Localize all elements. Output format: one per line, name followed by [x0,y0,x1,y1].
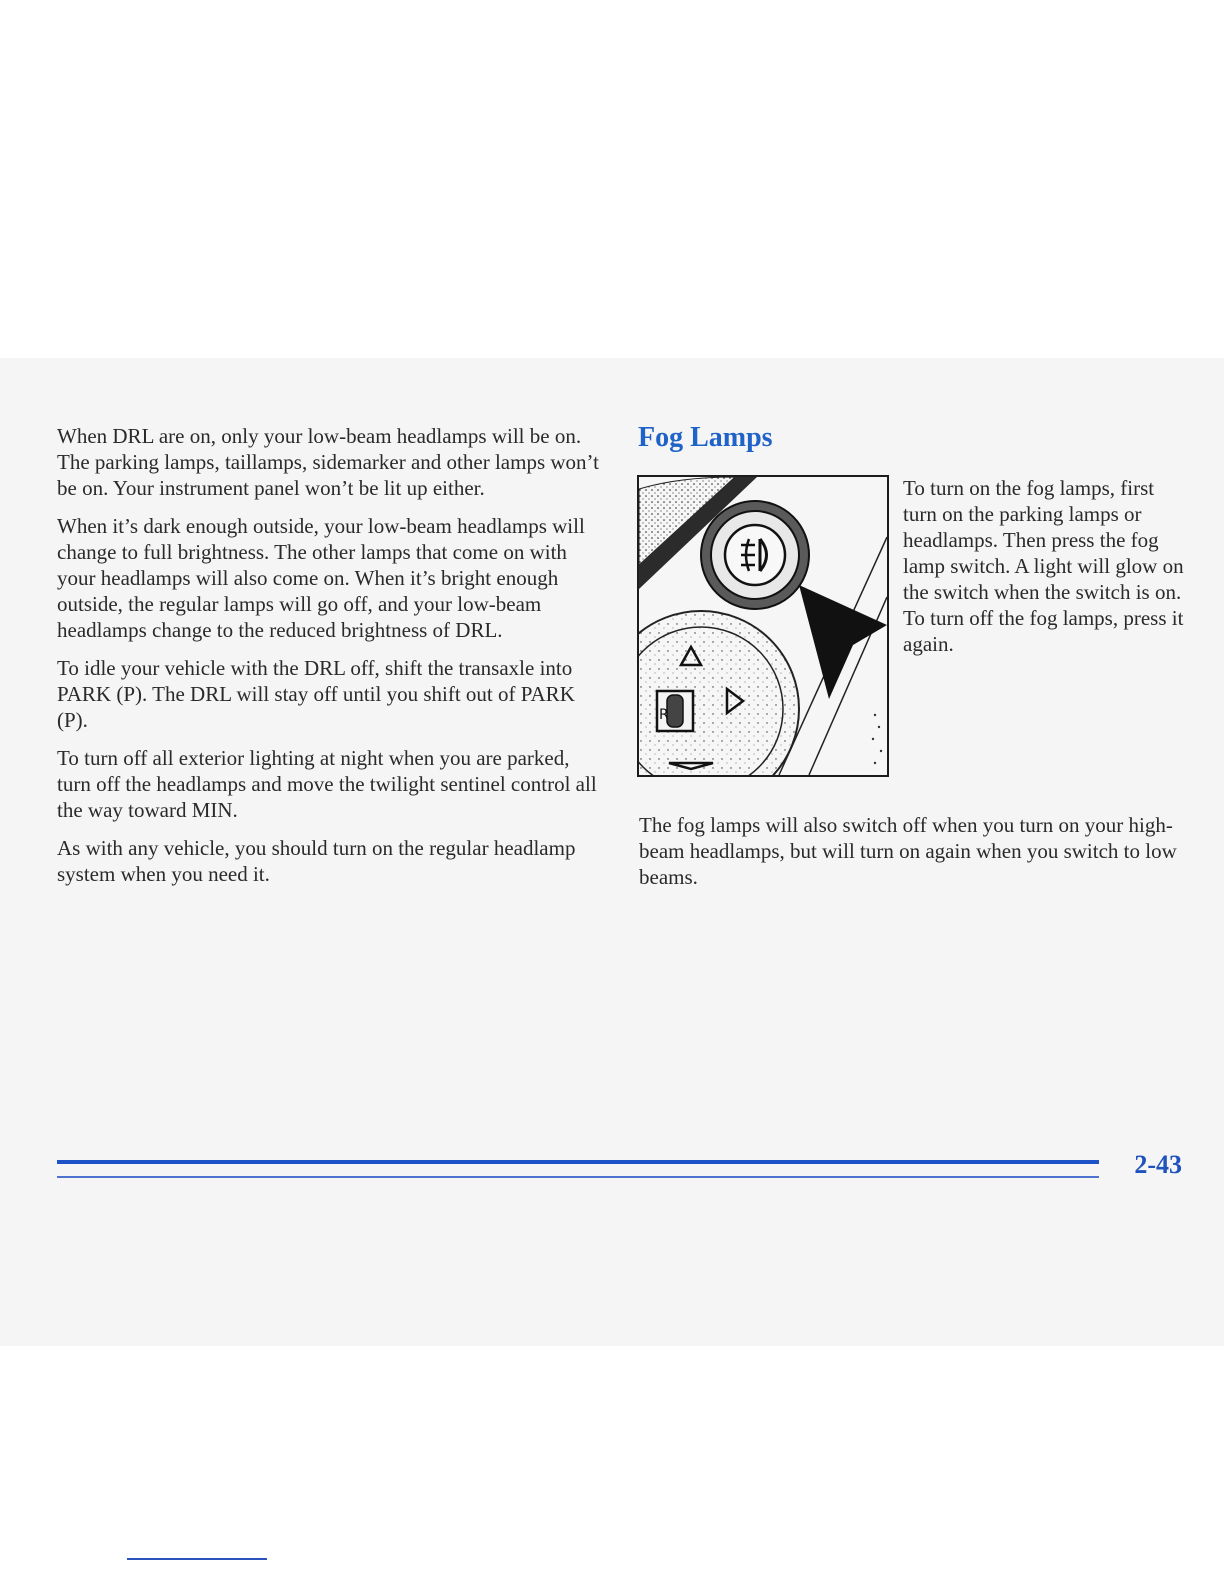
rocker-r-label: R [659,707,669,723]
fog-lamp-switch-illustration [637,475,889,777]
left-paragraph-4: To turn off all exterior lighting at night when you are parked, turn off the headlamps and move the twilight sentinel control all the way toward MIN. [57,746,597,822]
page-number: 2-43 [1134,1150,1182,1179]
left-paragraph-1: When DRL are on, only your low-beam headlamps will be on. The parking lamps, taillamps, sidemarker and other lamps won’t be on. Your instrument panel won’t be lit up either. [57,424,599,500]
rocker-switch-paddle [667,695,683,727]
fog-lamps-side-text: To turn on the fog lamps, first turn on the parking lamps or headlamps. Then press the fog lamp switch. A light will glow on the switch when the switch is on. To turn off the fog lamps, press it again. [903,476,1184,656]
bottom-short-rule [127,1558,267,1560]
fog-lamps-bottom-text: The fog lamps will also switch off when you turn on your high-beam headlamps, but will turn on again when you switch to low beams. [639,813,1177,889]
left-paragraph-5: As with any vehicle, you should turn on the regular headlamp system when you need it. [57,836,576,886]
fog-lamp-switch-svg [639,477,887,775]
fog-lamps-heading: Fog Lamps [638,422,773,453]
footer-rule-thick [57,1160,1099,1164]
fog-lamp-button-group [701,501,809,609]
left-paragraph-3: To idle your vehicle with the DRL off, shift the transaxle into PARK (P). The DRL will stay off until you shift out of PARK (P). [57,656,575,732]
left-column [57,423,602,899]
left-paragraph-2: When it’s dark enough outside, your low-beam headlamps will change to full brightness. The other lamps that come on with your headlamps will also come on. When it’s bright enough outside, the regular lamps will go off, and your low-beam headlamps change to the reduced brightness of DRL. [57,514,585,642]
footer-rule-thin [57,1176,1099,1178]
